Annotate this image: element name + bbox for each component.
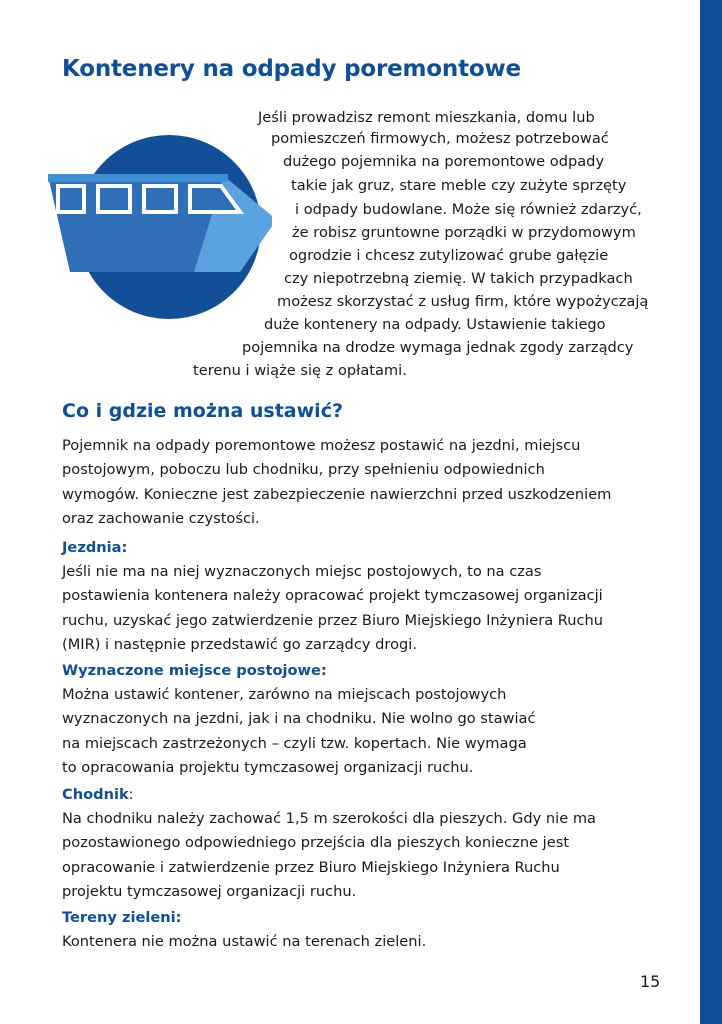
subheading-jezdnia: Jezdnia: — [62, 539, 128, 556]
intro-line: dużego pojemnika na poremontowe odpady — [283, 153, 605, 170]
intro-line: duże kontenery na odpady. Ustawienie takiego — [264, 316, 606, 333]
tereny-text — [62, 930, 672, 954]
chodnik-text — [62, 807, 672, 905]
waste-container-icon — [44, 134, 276, 320]
subheading-tereny-zieleni: Tereny zieleni: — [62, 909, 182, 926]
paragraph-line: Jeśli nie ma na niej wyznaczonych miejsc postojowych, to na czas — [62, 563, 542, 580]
intro-line: pojemnika na drodze wymaga jednak zgody zarządcy — [242, 339, 634, 356]
paragraph-line: ruchu, uzyskać jego zatwierdzenie przez Biuro Miejskiego Inżyniera Ruchu — [62, 611, 604, 629]
paragraph-line: projektu tymczasowej organizacji ruchu. — [62, 883, 357, 901]
intro-line: pomieszczeń firmowych, możesz potrzebować — [271, 130, 609, 147]
jezdnia-text — [62, 560, 672, 658]
paragraph-line: (MIR) i następnie przedstawić go zarządcy drogi. — [62, 636, 417, 654]
paragraph-line: pozostawionego odpowiedniego przejścia dla pieszych konieczne jest — [62, 834, 570, 852]
section-heading: Co i gdzie można ustawić? — [62, 400, 343, 422]
paragraph-line: Kontenera nie można ustawić na terenach zieleni. — [62, 933, 427, 950]
subheading-chodnik — [62, 786, 134, 803]
subheading-chodnik-label: Chodnik — [62, 786, 129, 803]
paragraph-line: wymogów. Konieczne jest zabezpieczenie nawierzchni przed uszkodzeniem — [62, 485, 612, 503]
intro-line: takie jak gruz, stare meble czy zużyte sprzęty — [291, 177, 627, 194]
page-title: Kontenery na odpady poremontowe — [62, 56, 521, 82]
intro-line: czy niepotrzebną ziemię. W takich przypadkach — [284, 270, 633, 287]
subheading-colon: : — [128, 786, 134, 803]
page-number: 15 — [640, 972, 661, 991]
intro-line: możesz skorzystać z usług firm, które wypożyczają — [277, 293, 649, 310]
intro-line: że robisz gruntowne porządki w przydomowym — [292, 224, 636, 241]
paragraph-line: na miejscach zastrzeżonych – czyli tzw. kopertach. Nie wymaga — [62, 734, 527, 752]
intro-line: i odpady budowlane. Może się również zdarzyć, — [295, 201, 642, 218]
intro-line: terenu i wiąże się z opłatami. — [193, 362, 407, 379]
paragraph-line: Można ustawić kontener, zarówno na miejscach postojowych — [62, 686, 507, 703]
side-color-bar — [700, 0, 722, 1024]
section-intro — [62, 434, 672, 532]
intro-line: ogrodzie i chcesz zutylizować grube gałęzie — [289, 247, 609, 264]
paragraph-line: wyznaczonych na jezdni, jak i na chodniku. Nie wolno go stawiać — [62, 710, 536, 728]
intro-line: Jeśli prowadzisz remont mieszkania, domu lub — [258, 109, 595, 126]
paragraph-line: opracowanie i zatwierdzenie przez Biuro Miejskiego Inżyniera Ruchu — [62, 858, 560, 876]
paragraph-line: postawienia kontenera należy opracować projekt tymczasowej organizacji — [62, 587, 603, 605]
paragraph-line: to opracowania projektu tymczasowej organizacji ruchu. — [62, 759, 474, 777]
paragraph-line: postojowym, poboczu lub chodniku, przy spełnieniu odpowiednich — [62, 461, 545, 479]
paragraph-line: oraz zachowanie czystości. — [62, 510, 260, 528]
subheading-wyznaczone-miejsce: Wyznaczone miejsce postojowe: — [62, 662, 327, 679]
miejsce-text — [62, 683, 672, 781]
paragraph-line: Na chodniku należy zachować 1,5 m szerokości dla pieszych. Gdy nie ma — [62, 810, 596, 827]
paragraph-line: Pojemnik na odpady poremontowe możesz postawić na jezdni, miejscu — [62, 437, 581, 454]
